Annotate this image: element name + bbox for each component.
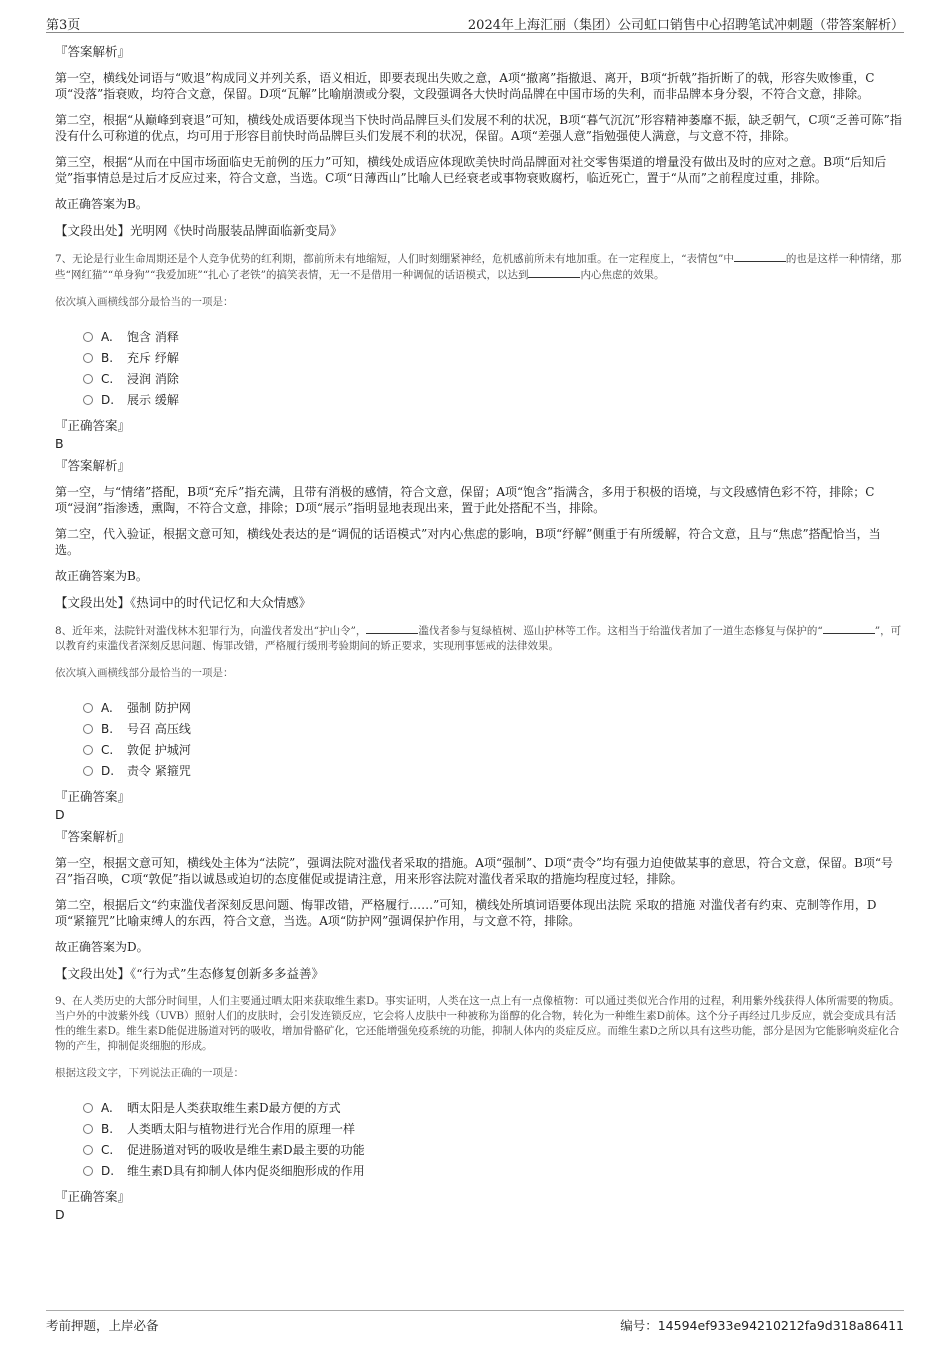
option-c[interactable]: C. 促进肠道对钙的吸收是维生素D最主要的功能 bbox=[83, 1139, 904, 1160]
analysis-label: 『答案解析』 bbox=[55, 458, 131, 473]
document-id-label: 编号： bbox=[620, 1318, 658, 1333]
radio-icon[interactable] bbox=[83, 703, 93, 713]
analysis-paragraph: 第二空，根据后文“约束滥伐者深刻反思问题、悔罪改错，严格履行……”可知，横线处所填词语要体现出法院 采取的措施 对滥伐者有约束、克制等作用，D项“紧箍咒”比喻束缚人的东西，符合文意，当选。A项“防护网”强调保护作用，与文意不符，排除。 bbox=[55, 898, 877, 928]
radio-icon[interactable] bbox=[83, 766, 93, 776]
question-prompt: 依次填入画横线部分最恰当的一项是： bbox=[55, 667, 234, 679]
radio-icon[interactable] bbox=[83, 1103, 93, 1113]
page-footer bbox=[46, 1310, 904, 1335]
radio-icon[interactable] bbox=[83, 745, 93, 755]
radio-icon[interactable] bbox=[83, 724, 93, 734]
fill-blank bbox=[823, 623, 875, 634]
source-citation: 【文段出处】《“行为式”生态修复创新多多益善》 bbox=[55, 966, 325, 981]
analysis-conclusion: 故正确答案为B。 bbox=[55, 197, 148, 211]
radio-icon[interactable] bbox=[83, 1145, 93, 1155]
analysis-paragraph: 第一空，横线处词语与“败退”构成同义并列关系，语义相近，即要表现出失败之意，A项“撤离”指撤退、离开，B项“折戟”指折断了的戟，形容失败惨重，C项“没落”指衰败，均符合文意，保留。D项“瓦解”比喻崩溃或分裂，文段强调各大快时尚品牌在中国市场的失利，而非品牌本身分裂，不符合文意，排除。 bbox=[55, 71, 875, 101]
option-a[interactable]: A. 饱含 消释 bbox=[83, 326, 904, 347]
document-id bbox=[620, 1316, 904, 1334]
correct-answer-label: 『正确答案』 bbox=[55, 418, 131, 433]
analysis-paragraph: 第二空，代入验证，根据文意可知，横线处表达的是“调侃的话语模式”对内心焦虑的影响，B项“纾解”侧重于有所缓解，符合文意，且与“焦虑”搭配恰当，当选。 bbox=[55, 527, 881, 557]
fill-blank bbox=[734, 251, 786, 262]
option-a[interactable]: A. 晒太阳是人类获取维生素D最方便的方式 bbox=[83, 1097, 904, 1118]
correct-answer: D bbox=[55, 807, 65, 822]
radio-icon[interactable] bbox=[83, 1124, 93, 1134]
correct-answer: D bbox=[55, 1207, 65, 1222]
option-a[interactable]: A. 强制 防护网 bbox=[83, 697, 904, 718]
option-b[interactable]: B. 号召 高压线 bbox=[83, 718, 904, 739]
fill-blank bbox=[528, 267, 580, 278]
correct-answer-label: 『正确答案』 bbox=[55, 789, 131, 804]
analysis-paragraph: 第二空，根据“从巅峰到衰退”可知，横线处成语要体现当下快时尚品牌巨头们发展不利的状况，B项“暮气沉沉”形容精神萎靡不振，缺乏朝气，C项“乏善可陈”指没有什么可称道的优点，均可用于形容目前快时尚品牌巨头们发展不利的状况，保留。A项“差强人意”指勉强使人满意，与文意不符，排除。 bbox=[55, 113, 902, 143]
option-list bbox=[83, 326, 904, 410]
option-c[interactable]: C. 敦促 护城河 bbox=[83, 739, 904, 760]
analysis-conclusion: 故正确答案为B。 bbox=[55, 569, 148, 583]
source-citation: 【文段出处】光明网《快时尚服装品牌面临新变局》 bbox=[55, 223, 343, 238]
document-title: 2024年上海汇丽（集团）公司虹口销售中心招聘笔试冲刺题（带答案解析） bbox=[467, 18, 904, 33]
question-stem-8: 8、近年来，法院针对滥伐林木犯罪行为，向滥伐者发出“护山令”， 滥伐者参与复绿植树、巡山护林等工作。这相当于给滥伐者加了一道生态修复与保护的“ ”，可以教育约束滥伐者深刻反思问题、悔罪改错，严格履行缓刑考验期间的矫正要求，实现刑事惩戒的法律效果。 bbox=[55, 625, 902, 652]
fill-blank bbox=[366, 623, 418, 634]
option-d[interactable]: D. 责令 紧箍咒 bbox=[83, 760, 904, 781]
analysis-paragraph: 第一空，与“情绪”搭配，B项“充斥”指充满，且带有消极的感情，符合文意，保留；A项“饱含”指满含，多用于积极的语境，与文段感情色彩不符，排除；C项“浸润”指渗透，熏陶，不符合文意，排除；D项“展示”指明显地表现出来，置于此处搭配不当，排除。 bbox=[55, 485, 875, 515]
page-content bbox=[55, 44, 904, 1229]
radio-icon[interactable] bbox=[83, 374, 93, 384]
footer-motto: 考前押题，上岸必备 bbox=[46, 1318, 159, 1333]
analysis-paragraph: 第三空，根据“从而在中国市场面临史无前例的压力”可知，横线处成语应体现欧美快时尚品牌面对社交零售渠道的增量没有做出及时的应对之意。B项“后知后觉”指事情总是过后才反应过来，符合文意，当选。C项“日薄西山”比喻人已经衰老或事物衰败腐朽，临近死亡，置于“从而”之前程度过重，排除。 bbox=[55, 155, 887, 185]
analysis-conclusion: 故正确答案为D。 bbox=[55, 940, 149, 954]
question-stem-9: 9、在人类历史的大部分时间里，人们主要通过晒太阳来获取维生素D。事实证明，人类在这一点上有一点像植物：可以通过类似光合作用的过程，利用紫外线获得人体所需要的物质。当户外的中波紫外线（UVB）照射人们的皮肤时，会引发连锁反应，它会将人皮肤中一种被称为甾醇的化合物，转化为一种维生素D前体。这个分子再经过几步反应，就会变成具有活性的维生素D。维生素D能促进肠道对钙的吸收，增加骨骼矿化，它还能增强免疫系统的功能，抑制人体内的炎症反应。而维生素D之所以具有这些功能，部分是因为它能影响炎症化合物的产生，抑制促炎细胞的形成。 bbox=[55, 995, 900, 1052]
source-citation: 【文段出处】《热词中的时代记忆和大众情感》 bbox=[55, 595, 312, 610]
question-prompt: 依次填入画横线部分最恰当的一项是： bbox=[55, 296, 234, 308]
radio-icon[interactable] bbox=[83, 353, 93, 363]
option-list bbox=[83, 697, 904, 781]
radio-icon[interactable] bbox=[83, 332, 93, 342]
radio-icon[interactable] bbox=[83, 1166, 93, 1176]
radio-icon[interactable] bbox=[83, 395, 93, 405]
correct-answer-label: 『正确答案』 bbox=[55, 1189, 131, 1204]
option-c[interactable]: C. 浸润 消除 bbox=[83, 368, 904, 389]
analysis-paragraph: 第一空，根据文意可知，横线处主体为“法院”，强调法院对滥伐者采取的措施。A项“强制”、D项“责令”均有强力迫使做某事的意思，符合文意，保留。B项“号召”指召唤，C项“敦促”指以诚恳或迫切的态度催促或提请注意，用来形容法院对滥伐者采取的措施均程度过轻，排除。 bbox=[55, 856, 894, 886]
page-header bbox=[46, 12, 904, 33]
option-b[interactable]: B. 人类晒太阳与植物进行光合作用的原理一样 bbox=[83, 1118, 904, 1139]
option-list bbox=[83, 1097, 904, 1181]
question-stem-7: 7、无论是行业生命周期还是个人竞争优势的红利期，都前所未有地缩短，人们时刻绷紧神经，危机感前所未有地加重。在一定程度上，“表情包”中 的也是这样一种情绪，那些“网红猫”“单身狗”“我爱加班”“扎心了老铁”的搞笑表情，无一不是借用一种调侃的话语模式，以达到 内心焦虑的效果。 bbox=[55, 253, 902, 281]
analysis-label: 『答案解析』 bbox=[55, 829, 131, 844]
analysis-label: 『答案解析』 bbox=[55, 44, 131, 59]
option-d[interactable]: D. 展示 缓解 bbox=[83, 389, 904, 410]
question-prompt: 根据这段文字，下列说法正确的一项是： bbox=[55, 1067, 244, 1079]
document-id-value: 14594ef933e94210212fa9d318a86411 bbox=[657, 1318, 904, 1333]
correct-answer: B bbox=[55, 436, 64, 451]
option-d[interactable]: D. 维生素D具有抑制人体内促炎细胞形成的作用 bbox=[83, 1160, 904, 1181]
option-b[interactable]: B. 充斥 纾解 bbox=[83, 347, 904, 368]
page-number: 第3页 bbox=[46, 18, 81, 33]
